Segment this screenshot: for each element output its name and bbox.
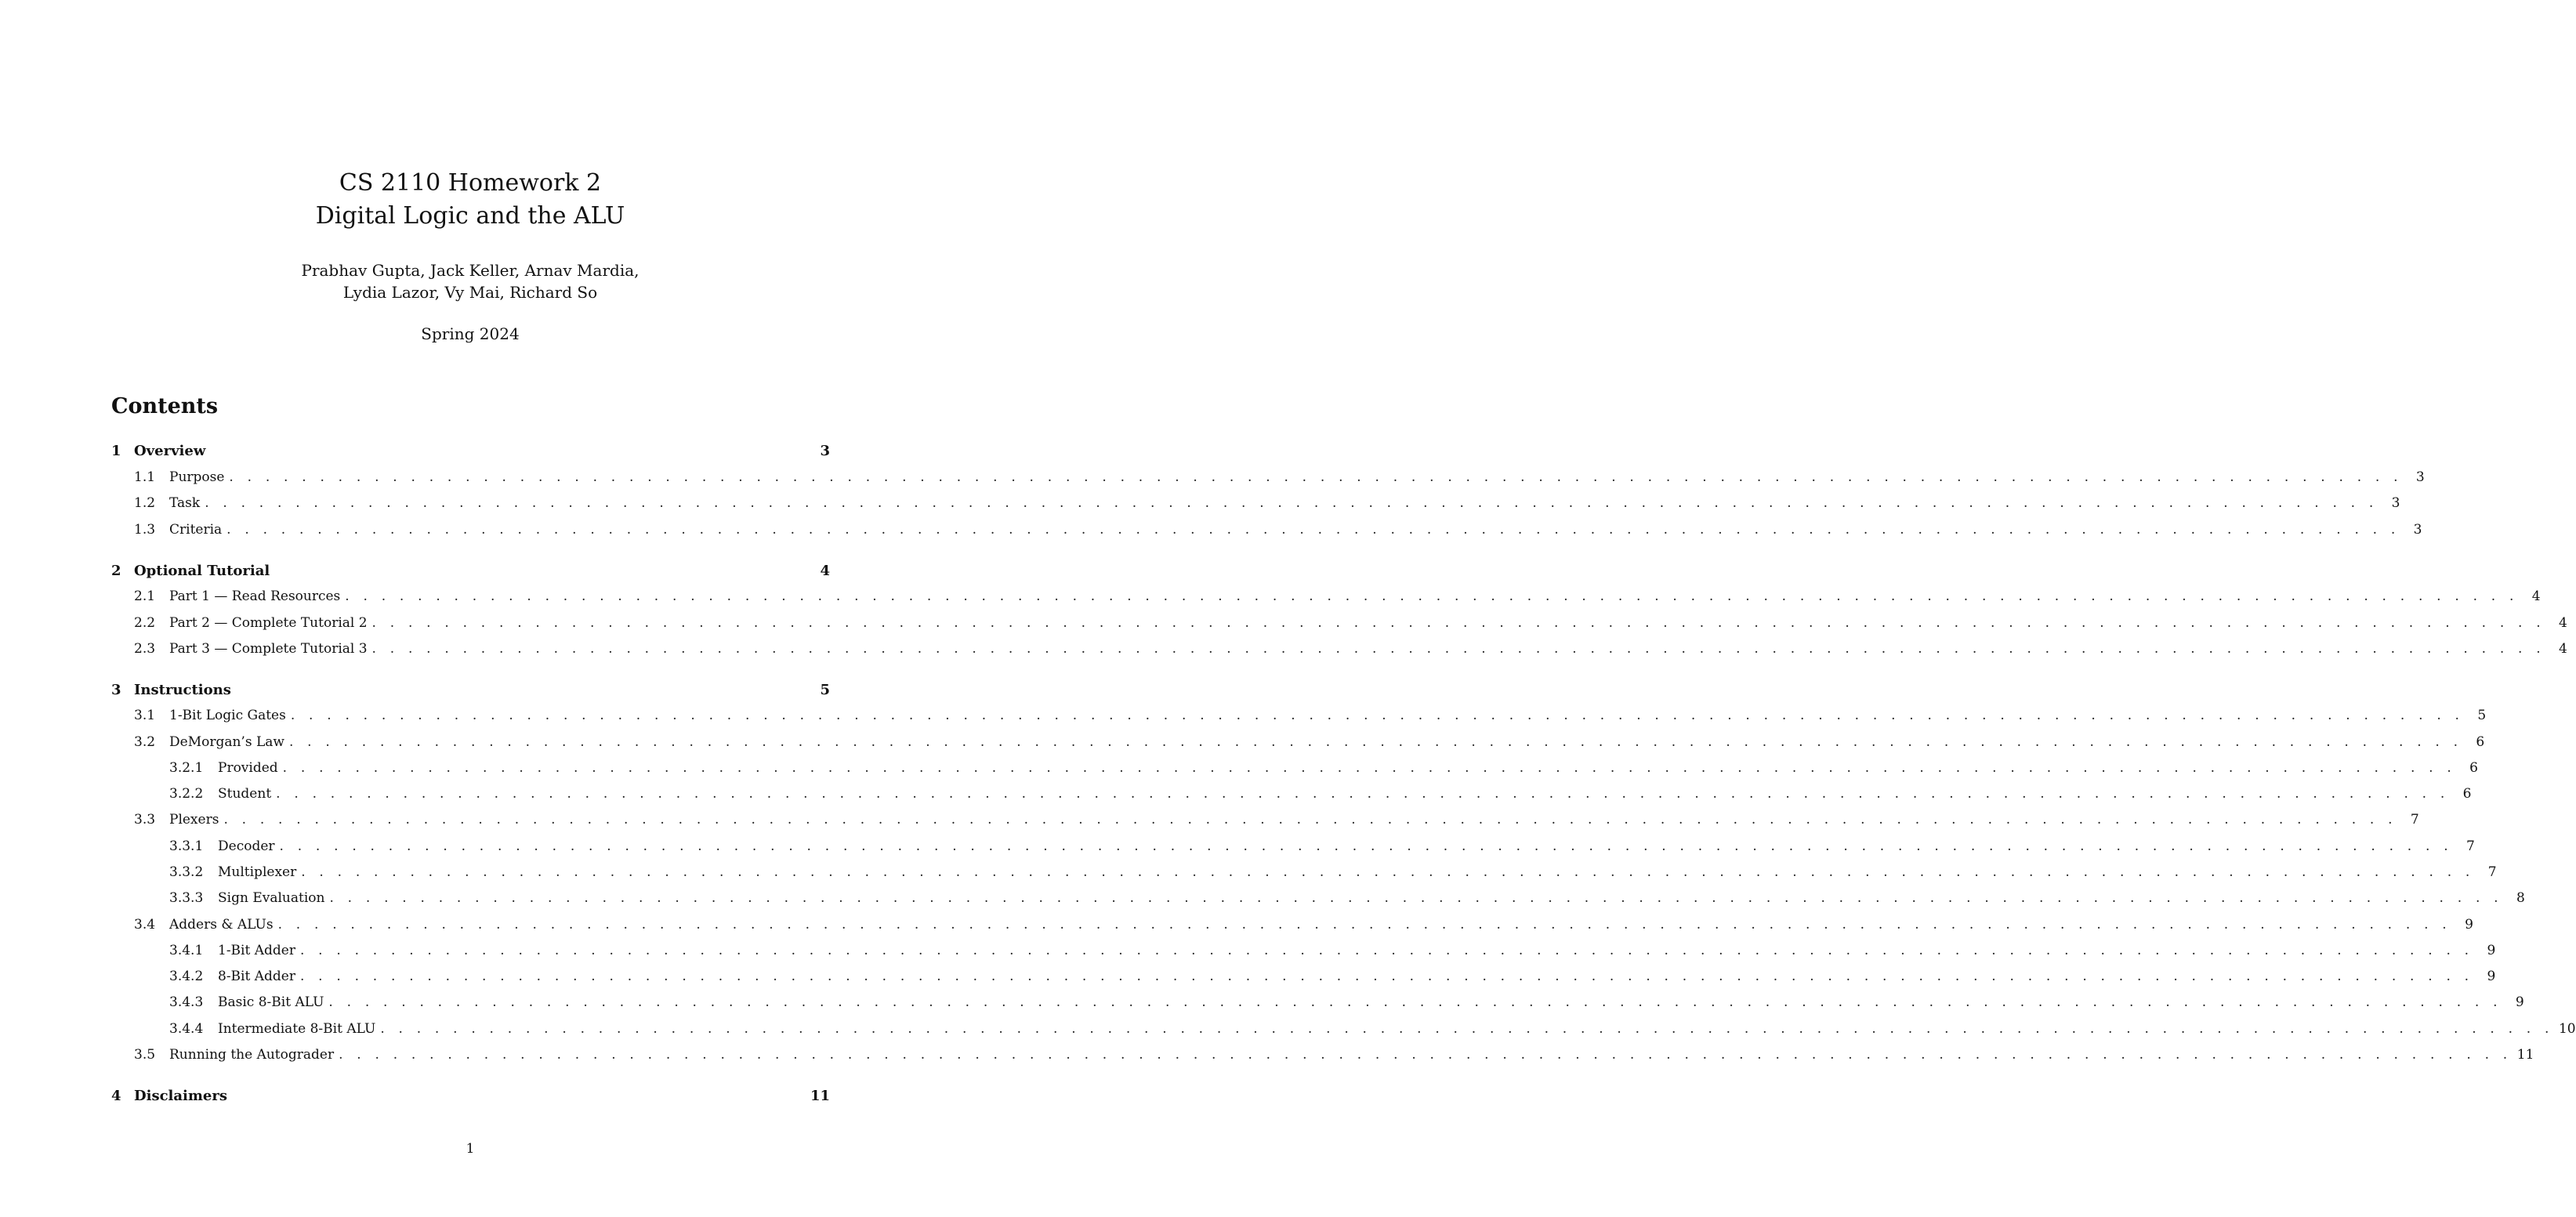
toc-entry-page: 7 bbox=[2410, 812, 2419, 828]
toc-entry[interactable] bbox=[111, 705, 2487, 726]
toc-entry-title: 8-Bit Adder bbox=[218, 969, 295, 984]
toc-entry-number: 3.4.4 bbox=[169, 1021, 204, 1037]
toc-entry-title: Overview bbox=[134, 442, 206, 459]
toc-entry-page: 11 bbox=[810, 1087, 830, 1104]
toc-entry-title: Part 1 — Read Resources bbox=[169, 589, 341, 604]
toc-leader-dots: . . . . . . . . . . . . . . . . . . . . . . . . . . . . . . . . . . . . . . . . . . . . . . . . . . . . . . . . . . . . . . . . . . . . . . . . . . . . . . . . . . . . . . . . . . . . . . . . . . . . . . . . . . . . . . . . . . . . . . . . bbox=[277, 917, 2451, 933]
toc-entry[interactable] bbox=[111, 467, 2425, 487]
toc-leader-dots: . . . . . . . . . . . . . . . . . . . . . . . . . . . . . . . . . . . . . . . . . . . . . . . . . . . . . . . . . . . . . . . . . . . . . . . . . . . . . . . . . . . . . . . . . . . . . . . . . . . . . . . . . . . . . . . . . . . . . . . . bbox=[299, 969, 2474, 984]
toc-entry-page: 3 bbox=[2415, 469, 2425, 485]
toc-entry-number: 3.4.3 bbox=[169, 994, 204, 1010]
toc-entry[interactable] bbox=[111, 758, 2478, 778]
toc-entry-page: 3 bbox=[820, 442, 830, 459]
toc-leader-dots: . . . . . . . . . . . . . . . . . . . . . . . . . . . . . . . . . . . . . . . . . . . . . . . . . . . . . . . . . . . . . . . . . . . . . . . . . . . . . . . . . . . . . . . . . . . . . . . . . . . . . . . . . . . . . . . . . . . . . . . . bbox=[339, 1047, 2513, 1063]
toc-entry-page: 3 bbox=[2413, 522, 2422, 538]
toc-entry-number: 3.3.1 bbox=[169, 838, 204, 854]
toc-entry-title: Running the Autograder bbox=[169, 1047, 335, 1063]
toc-entry-page: 4 bbox=[2559, 615, 2567, 631]
toc-entry-number: 1 bbox=[111, 442, 121, 459]
toc-entry-title: Instructions bbox=[134, 681, 231, 698]
toc-entry-title: Part 3 — Complete Tutorial 3 bbox=[169, 641, 368, 657]
toc-entry[interactable] bbox=[111, 1019, 2576, 1039]
toc-entry-title: 1-Bit Logic Gates bbox=[169, 708, 286, 723]
toc-entry-number: 2 bbox=[111, 562, 121, 579]
toc-leader-dots: . . . . . . . . . . . . . . . . . . . . . . . . . . . . . . . . . . . . . . . . . . . . . . . . . . . . . . . . . . . . . . . . . . . . . . . . . . . . . . . . . . . . . . . . . . . . . . . . . . . . . . . . . . . . . . . . . . . . . . . . bbox=[301, 864, 2475, 880]
toc-entry-page: 3 bbox=[2391, 495, 2400, 511]
toc-entry[interactable] bbox=[111, 560, 830, 581]
toc-entry[interactable] bbox=[111, 836, 2475, 857]
toc-entry-number: 3.1 bbox=[134, 708, 156, 723]
authors-line-2: Lydia Lazor, Vy Mai, Richard So bbox=[342, 283, 598, 302]
toc-entry-page: 6 bbox=[2462, 786, 2472, 802]
toc-entry-page: 9 bbox=[2515, 994, 2524, 1010]
toc-entry[interactable] bbox=[111, 732, 2485, 752]
authors bbox=[0, 259, 940, 303]
toc-entry[interactable] bbox=[111, 520, 2422, 540]
toc-leader-dots: . . . . . . . . . . . . . . . . . . . . . . . . . . . . . . . . . . . . . . . . . . . . . . . . . . . . . . . . . . . . . . . . . . . . . . . . . . . . . . . . . . . . . . . . . . . . . . . . . . . . . . . . . . . . . . . . . . . . . . . . bbox=[279, 838, 2453, 854]
toc-entry-title: Optional Tutorial bbox=[134, 562, 270, 579]
toc-leader-dots: . . . . . . . . . . . . . . . . . . . . . . . . . . . . . . . . . . . . . . . . . . . . . . . . . . . . . . . . . . . . . . . . . . . . . . . . . . . . . . . . . . . . . . . . . . . . . . . . . . . . . . . . . . . . . . . . . . . . . . . . bbox=[299, 943, 2474, 958]
toc-entry-page: 9 bbox=[2465, 917, 2473, 933]
toc-leader-dots: . . . . . . . . . . . . . . . . . . . . . . . . . . . . . . . . . . . . . . . . . . . . . . . . . . . . . . . . . . . . . . . . . . . . . . . . . . . . . . . . . . . . . . . . . . . . . . . . . . . . . . . . . . . . . . . . . . . . . . . . bbox=[380, 1021, 2554, 1037]
toc-entry-page: 10 bbox=[2558, 1021, 2576, 1037]
toc-entry-page: 4 bbox=[2531, 589, 2541, 604]
toc-leader-dots: . . . . . . . . . . . . . . . . . . . . . . . . . . . . . . . . . . . . . . . . . . . . . . . . . . . . . . . . . . . . . . . . . . . . . . . . . . . . . . . . . . . . . . . . . . . . . . . . . . . . . . . . . . . . . . . . . . . . . . . . bbox=[288, 734, 2463, 750]
toc-entry-title: Intermediate 8-Bit ALU bbox=[218, 1021, 376, 1037]
toc-leader-dots: . . . . . . . . . . . . . . . . . . . . . . . . . . . . . . . . . . . . . . . . . . . . . . . . . . . . . . . . . . . . . . . . . . . . . . . . . . . . . . . . . . . . . . . . . . . . . . . . . . . . . . . . . . . . . . . . . . . . . . . . bbox=[371, 641, 2545, 657]
toc-entry-page: 7 bbox=[2487, 864, 2497, 880]
toc-entry-page: 9 bbox=[2487, 969, 2496, 984]
toc-entry-title: Adders & ALUs bbox=[169, 917, 274, 933]
toc-entry-number: 3.5 bbox=[134, 1047, 156, 1063]
document-title bbox=[0, 167, 940, 233]
toc-entry-number: 3.4 bbox=[134, 917, 156, 933]
toc-entry-number: 2.3 bbox=[134, 641, 156, 657]
toc-entry-number: 3.2.2 bbox=[169, 786, 204, 802]
toc-entry-number: 3.4.2 bbox=[169, 969, 204, 984]
toc-entry[interactable] bbox=[111, 992, 2524, 1012]
toc-entry-number: 3.3.3 bbox=[169, 890, 204, 906]
toc-entry-number: 3.2.1 bbox=[169, 760, 204, 776]
toc-entry-page: 9 bbox=[2487, 943, 2496, 958]
toc-entry-title: Decoder bbox=[218, 838, 275, 854]
toc-entry[interactable] bbox=[111, 1085, 830, 1106]
toc-leader-dots: . . . . . . . . . . . . . . . . . . . . . . . . . . . . . . . . . . . . . . . . . . . . . . . . . . . . . . . . . . . . . . . . . . . . . . . . . . . . . . . . . . . . . . . . . . . . . . . . . . . . . . . . . . . . . . . . . . . . . . . . bbox=[329, 890, 2503, 906]
toc-leader-dots: . . . . . . . . . . . . . . . . . . . . . . . . . . . . . . . . . . . . . . . . . . . . . . . . . . . . . . . . . . . . . . . . . . . . . . . . . . . . . . . . . . . . . . . . . . . . . . . . . . . . . . . . . . . . . . . . . . . . . . . . bbox=[371, 615, 2545, 631]
toc-entry-page: 7 bbox=[2466, 838, 2475, 854]
toc-entry[interactable] bbox=[111, 915, 2473, 935]
toc-entry[interactable] bbox=[111, 966, 2496, 987]
toc-leader-dots: . . . . . . . . . . . . . . . . . . . . . . . . . . . . . . . . . . . . . . . . . . . . . . . . . . . . . . . . . . . . . . . . . . . . . . . . . . . . . . . . . . . . . . . . . . . . . . . . . . . . . . . . . . . . . . . . . . . . . . . . bbox=[276, 786, 2450, 802]
toc-entry[interactable] bbox=[111, 493, 2400, 513]
toc-entry-number: 3.3 bbox=[134, 812, 156, 828]
toc-entry[interactable] bbox=[111, 940, 2496, 961]
toc-entry-page: 5 bbox=[2477, 708, 2487, 723]
toc-entry[interactable] bbox=[111, 810, 2419, 830]
toc-leader-dots: . . . . . . . . . . . . . . . . . . . . . . . . . . . . . . . . . . . . . . . . . . . . . . . . . . . . . . . . . . . . . . . . . . . . . . . . . . . . . . . . . . . . . . . . . . . . . . . . . . . . . . . . . . . . . . . . . . . . . . . . bbox=[282, 760, 2456, 776]
toc-entry[interactable] bbox=[111, 1045, 2534, 1065]
term: Spring 2024 bbox=[421, 324, 520, 343]
toc-entry-title: Criteria bbox=[169, 522, 223, 538]
toc-entry-number: 3.4.1 bbox=[169, 943, 204, 958]
toc-entry-number: 1.3 bbox=[134, 522, 156, 538]
page-number: 1 bbox=[466, 1141, 475, 1157]
toc-leader-dots: . . . . . . . . . . . . . . . . . . . . . . . . . . . . . . . . . . . . . . . . . . . . . . . . . . . . . . . . . . . . . . . . . . . . . . . . . . . . . . . . . . . . . . . . . . . . . . . . . . . . . . . . . . . . . . . . . . . . . . . . bbox=[345, 589, 2519, 604]
toc-entry-page: 6 bbox=[2469, 760, 2478, 776]
toc-entry[interactable] bbox=[111, 613, 2567, 633]
toc-entry[interactable] bbox=[111, 862, 2497, 882]
toc-entry-title: 1-Bit Adder bbox=[218, 943, 295, 958]
toc-entry-number: 3 bbox=[111, 681, 121, 698]
toc-leader-dots: . . . . . . . . . . . . . . . . . . . . . . . . . . . . . . . . . . . . . . . . . . . . . . . . . . . . . . . . . . . . . . . . . . . . . . . . . . . . . . . . . . . . . . . . . . . . . . . . . . . . . . . . . . . . . . . . . . . . . . . . bbox=[205, 495, 2379, 511]
toc-leader-dots: . . . . . . . . . . . . . . . . . . . . . . . . . . . . . . . . . . . . . . . . . . . . . . . . . . . . . . . . . . . . . . . . . . . . . . . . . . . . . . . . . . . . . . . . . . . . . . . . . . . . . . . . . . . . . . . . . . . . . . . . bbox=[328, 994, 2502, 1010]
toc-entry[interactable] bbox=[111, 888, 2525, 908]
toc-entry-title: Provided bbox=[218, 760, 278, 776]
toc-entry-number: 1.1 bbox=[134, 469, 156, 485]
toc-entry-page: 4 bbox=[820, 562, 830, 579]
toc-entry[interactable] bbox=[111, 440, 830, 461]
toc-entry-title: Basic 8-Bit ALU bbox=[218, 994, 324, 1010]
toc-entry-title: Disclaimers bbox=[134, 1087, 227, 1104]
toc-entry[interactable] bbox=[111, 639, 2567, 659]
toc-leader-dots: . . . . . . . . . . . . . . . . . . . . . . . . . . . . . . . . . . . . . . . . . . . . . . . . . . . . . . . . . . . . . . . . . . . . . . . . . . . . . . . . . . . . . . . . . . . . . . . . . . . . . . . . . . . . . . . . . . . . . . . . bbox=[226, 522, 2400, 538]
toc-entry-number: 2.2 bbox=[134, 615, 156, 631]
title-line-2: Digital Logic and the ALU bbox=[315, 202, 625, 230]
toc-leader-dots: . . . . . . . . . . . . . . . . . . . . . . . . . . . . . . . . . . . . . . . . . . . . . . . . . . . . . . . . . . . . . . . . . . . . . . . . . . . . . . . . . . . . . . . . . . . . . . . . . . . . . . . . . . . . . . . . . . . . . . . . bbox=[290, 708, 2465, 723]
toc-leader-dots: . . . . . . . . . . . . . . . . . . . . . . . . . . . . . . . . . . . . . . . . . . . . . . . . . . . . . . . . . . . . . . . . . . . . . . . . . . . . . . . . . . . . . . . . . . . . . . . . . . . . . . . . . . . . . . . . . . . . . . . . bbox=[223, 812, 2397, 828]
toc-entry-page: 6 bbox=[2476, 734, 2485, 750]
toc-entry-page: 8 bbox=[2516, 890, 2525, 906]
toc-entry-number: 4 bbox=[111, 1087, 121, 1104]
toc-entry-number: 2.1 bbox=[134, 589, 156, 604]
toc-entry-title: Sign Evaluation bbox=[218, 890, 325, 906]
title-line-1: CS 2110 Homework 2 bbox=[339, 169, 602, 197]
toc-entry[interactable] bbox=[111, 586, 2541, 607]
authors-line-1: Prabhav Gupta, Jack Keller, Arnav Mardia, bbox=[301, 261, 639, 280]
toc-entry-title: Multiplexer bbox=[218, 864, 297, 880]
toc-leader-dots: . . . . . . . . . . . . . . . . . . . . . . . . . . . . . . . . . . . . . . . . . . . . . . . . . . . . . . . . . . . . . . . . . . . . . . . . . . . . . . . . . . . . . . . . . . . . . . . . . . . . . . . . . . . . . . . . . . . . . . . . bbox=[229, 469, 2403, 485]
toc-entry-page: 11 bbox=[2516, 1047, 2534, 1063]
toc-entry-title: Purpose bbox=[169, 469, 225, 485]
toc-entry[interactable] bbox=[111, 784, 2472, 804]
toc-entry-number: 3.3.2 bbox=[169, 864, 204, 880]
toc-entry-number: 3.2 bbox=[134, 734, 156, 750]
toc-entry-title: DeMorgan’s Law bbox=[169, 734, 284, 750]
toc-entry-page: 4 bbox=[2559, 641, 2567, 657]
toc-entry-title: Plexers bbox=[169, 812, 219, 828]
toc-entry-title: Part 2 — Complete Tutorial 2 bbox=[169, 615, 368, 631]
toc-entry[interactable] bbox=[111, 679, 830, 700]
contents-heading: Contents bbox=[111, 394, 219, 418]
toc-entry-number: 1.2 bbox=[134, 495, 156, 511]
toc-entry-title: Student bbox=[218, 786, 272, 802]
toc-entry-title: Task bbox=[169, 495, 201, 511]
toc-entry-page: 5 bbox=[820, 681, 830, 698]
